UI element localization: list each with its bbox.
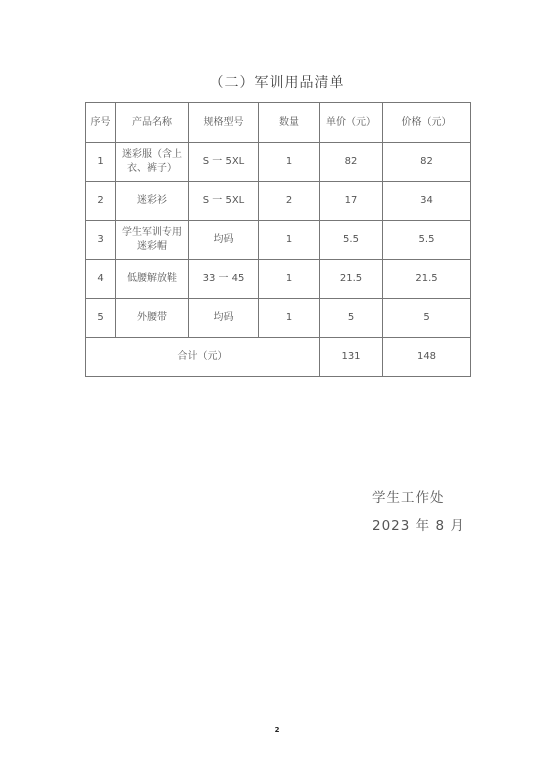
table-row (86, 221, 471, 260)
total-label: 合计（元） (86, 338, 320, 377)
table-row (86, 182, 471, 221)
signature-department: 学生工作处 (372, 490, 445, 506)
cell-spec: S 一 5XL (189, 143, 259, 182)
cell-spec: 33 一 45 (189, 260, 259, 299)
cell-unit-price: 17 (320, 182, 383, 221)
total-unit-price: 131 (320, 338, 383, 377)
cell-price: 5 (383, 299, 471, 338)
cell-index: 5 (86, 299, 116, 338)
header-qty: 数量 (259, 103, 320, 143)
cell-unit-price: 21.5 (320, 260, 383, 299)
total-price: 148 (383, 338, 471, 377)
cell-index: 3 (86, 221, 116, 260)
cell-price: 5.5 (383, 221, 471, 260)
cell-qty: 1 (259, 221, 320, 260)
cell-name: 学生军训专用迷彩帽 (116, 221, 189, 260)
cell-qty: 1 (259, 143, 320, 182)
cell-spec: 均码 (189, 299, 259, 338)
cell-name: 迷彩衫 (116, 182, 189, 221)
cell-index: 4 (86, 260, 116, 299)
cell-unit-price: 5 (320, 299, 383, 338)
cell-qty: 2 (259, 182, 320, 221)
cell-index: 2 (86, 182, 116, 221)
cell-index: 1 (86, 143, 116, 182)
cell-unit-price: 5.5 (320, 221, 383, 260)
page-number: 2 (274, 726, 280, 734)
table-total-row (86, 338, 471, 377)
header-name: 产品名称 (116, 103, 189, 143)
cell-price: 21.5 (383, 260, 471, 299)
cell-price: 34 (383, 182, 471, 221)
cell-name: 低腰解放鞋 (116, 260, 189, 299)
table-row (86, 260, 471, 299)
table-row (86, 299, 471, 338)
cell-name: 迷彩服（含上衣、裤子） (116, 143, 189, 182)
cell-qty: 1 (259, 260, 320, 299)
table-row (86, 143, 471, 182)
cell-name: 外腰带 (116, 299, 189, 338)
cell-spec: 均码 (189, 221, 259, 260)
cell-qty: 1 (259, 299, 320, 338)
cell-price: 82 (383, 143, 471, 182)
document-title: （二）军训用品清单 (209, 75, 345, 91)
cell-spec: S 一 5XL (189, 182, 259, 221)
signature-date: 2023 年 8 月 (372, 518, 465, 534)
table-header-row (86, 103, 471, 143)
supplies-table (85, 102, 471, 377)
header-index: 序号 (86, 103, 116, 143)
header-price: 价格（元） (383, 103, 471, 143)
header-unit-price: 单价（元） (320, 103, 383, 143)
cell-unit-price: 82 (320, 143, 383, 182)
header-spec: 规格型号 (189, 103, 259, 143)
